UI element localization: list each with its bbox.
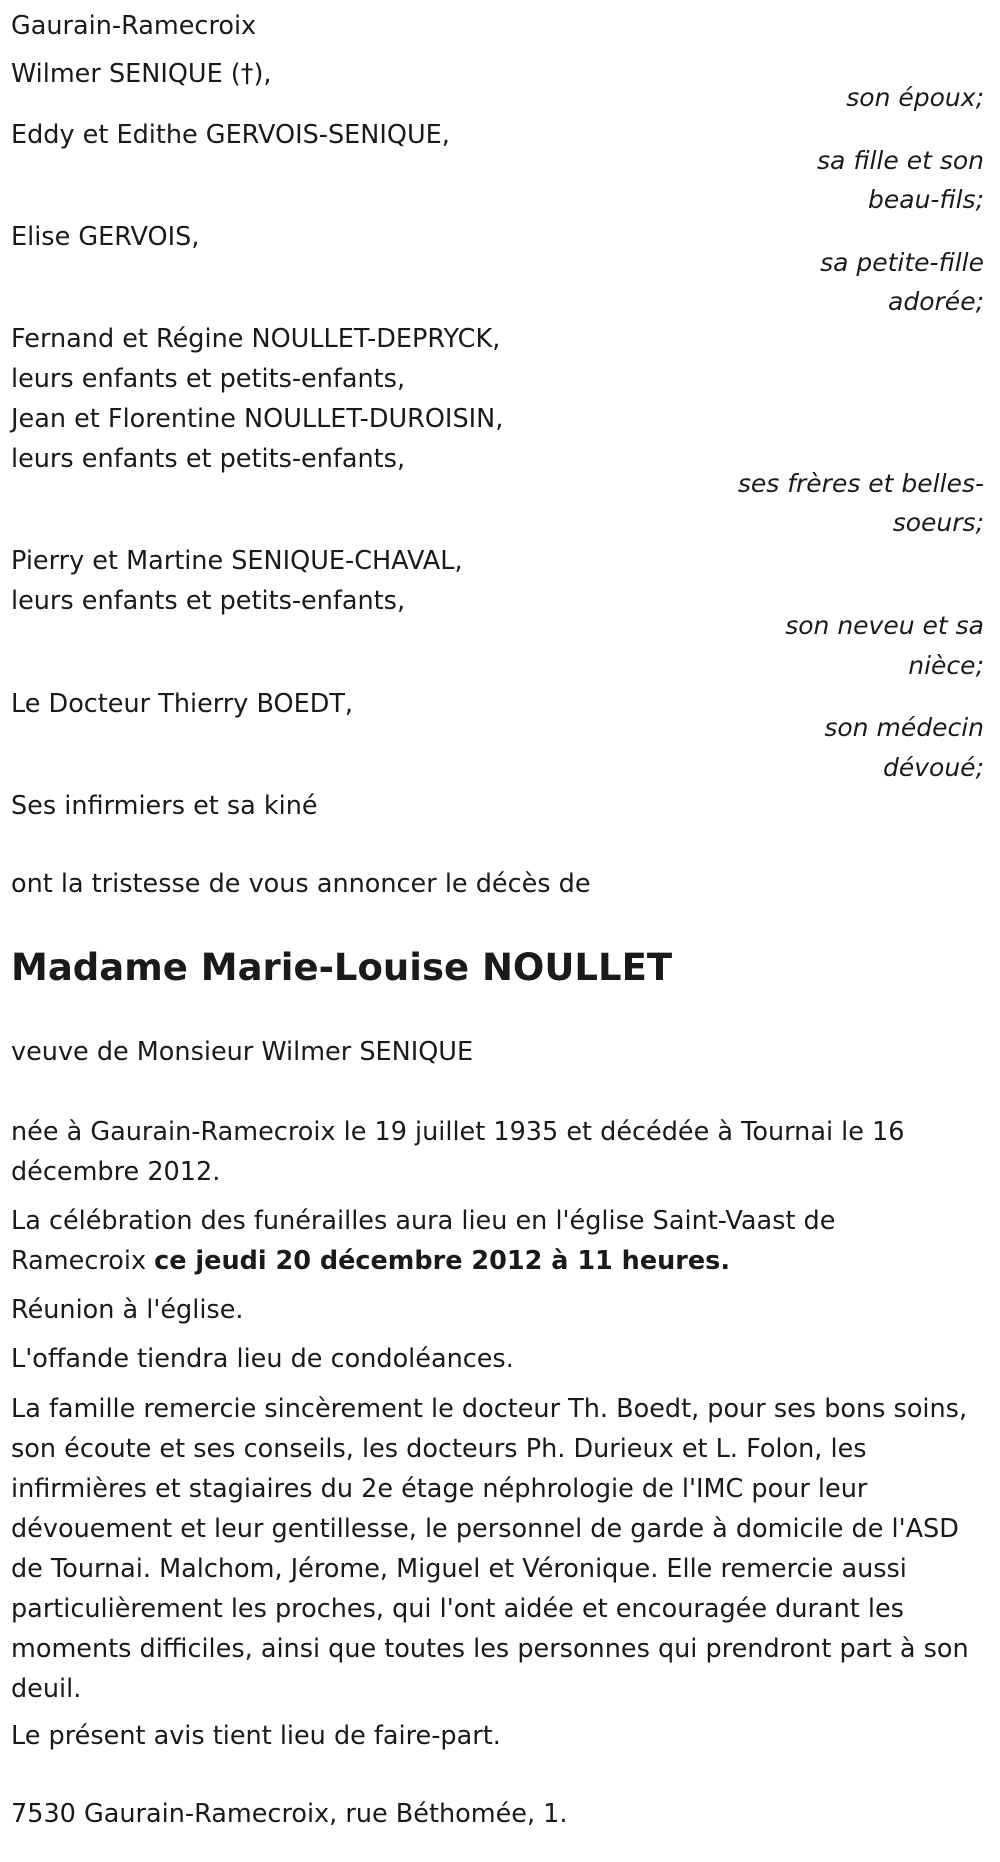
deceased-name: Madame Marie-Louise NOULLET: [11, 946, 673, 989]
doctor-relation-line-1: son médecin: [824, 713, 984, 742]
siblings-relation-line-2: soeurs;: [892, 508, 984, 537]
funeral-line-2: [11, 1241, 730, 1281]
doctor-name: Le Docteur Thierry BOEDT,: [11, 689, 354, 719]
announcement-intro: ont la tristesse de vous annoncer le décès de: [11, 869, 591, 899]
funeral-datetime: ce jeudi 20 décembre 2012 à 11 heures.: [154, 1246, 731, 1276]
sibling2-descendants: leurs enfants et petits-enfants,: [11, 444, 406, 474]
sibling1-name: Fernand et Régine NOULLET-DEPRYCK,: [11, 324, 501, 354]
nephew-descendants: leurs enfants et petits-enfants,: [11, 586, 406, 616]
address: 7530 Gaurain-Ramecroix, rue Béthomée, 1.: [11, 1799, 568, 1829]
siblings-relation-line-1: ses frères et belles-: [737, 469, 984, 498]
location: Gaurain-Ramecroix: [11, 11, 257, 41]
sibling2-name: Jean et Florentine NOULLET-DUROISIN,: [11, 404, 504, 434]
meeting-info: Réunion à l'église.: [11, 1295, 244, 1325]
birth-death-line-1: née à Gaurain-Ramecroix le 19 juillet 1935 et décédée à Tournai le 16: [11, 1117, 905, 1147]
daughter-relation-line-1: sa fille et son: [817, 146, 984, 175]
sibling1-descendants: leurs enfants et petits-enfants,: [11, 364, 406, 394]
thanks-paragraph: La famille remercie sincèrement le docteur Th. Boedt, pour ses bons soins, son écoute et ses conseils, les docteurs Ph. Durieux et L. Folon, les infirmières et stagiaires du 2e étage néphrologie de l'IMC pour leur dévouement et leur gentillesse, le personnel de garde à domicile de l'ASD de Tournai. Malchom, Jérome, Miguel et Véronique. Elle remercie aussi particulièrement les proches, qui l'ont aidée et encouragée durant les moments difficiles, ainsi que toutes les personnes qui prendront part à son deuil.: [11, 1394, 969, 1704]
funeral-line-1: La célébration des funérailles aura lieu en l'église Saint-Vaast de: [11, 1206, 836, 1236]
husband-name: Wilmer SENIQUE (†),: [11, 59, 272, 89]
widow-of: veuve de Monsieur Wilmer SENIQUE: [11, 1037, 474, 1067]
granddaughter-relation-line-1: sa petite-fille: [820, 248, 984, 277]
notice: Le présent avis tient lieu de faire-part.: [11, 1721, 501, 1751]
nephew-relation-line-2: nièce;: [908, 651, 984, 680]
granddaughter-name: Elise GERVOIS,: [11, 222, 200, 252]
care-team: Ses infirmiers et sa kiné: [11, 791, 318, 821]
nephew-name: Pierry et Martine SENIQUE-CHAVAL,: [11, 546, 463, 576]
funeral-place: Ramecroix: [11, 1246, 155, 1276]
offering-info: L'offande tiendra lieu de condoléances.: [11, 1344, 514, 1374]
doctor-relation-line-2: dévoué;: [883, 753, 984, 782]
daughter-name: Eddy et Edithe GERVOIS-SENIQUE,: [11, 120, 450, 150]
nephew-relation-line-1: son neveu et sa: [785, 611, 984, 640]
birth-death-line-2: décembre 2012.: [11, 1157, 221, 1187]
daughter-relation-line-2: beau-fils;: [868, 185, 984, 214]
husband-relation: son époux;: [846, 83, 984, 112]
granddaughter-relation-line-2: adorée;: [888, 287, 984, 316]
